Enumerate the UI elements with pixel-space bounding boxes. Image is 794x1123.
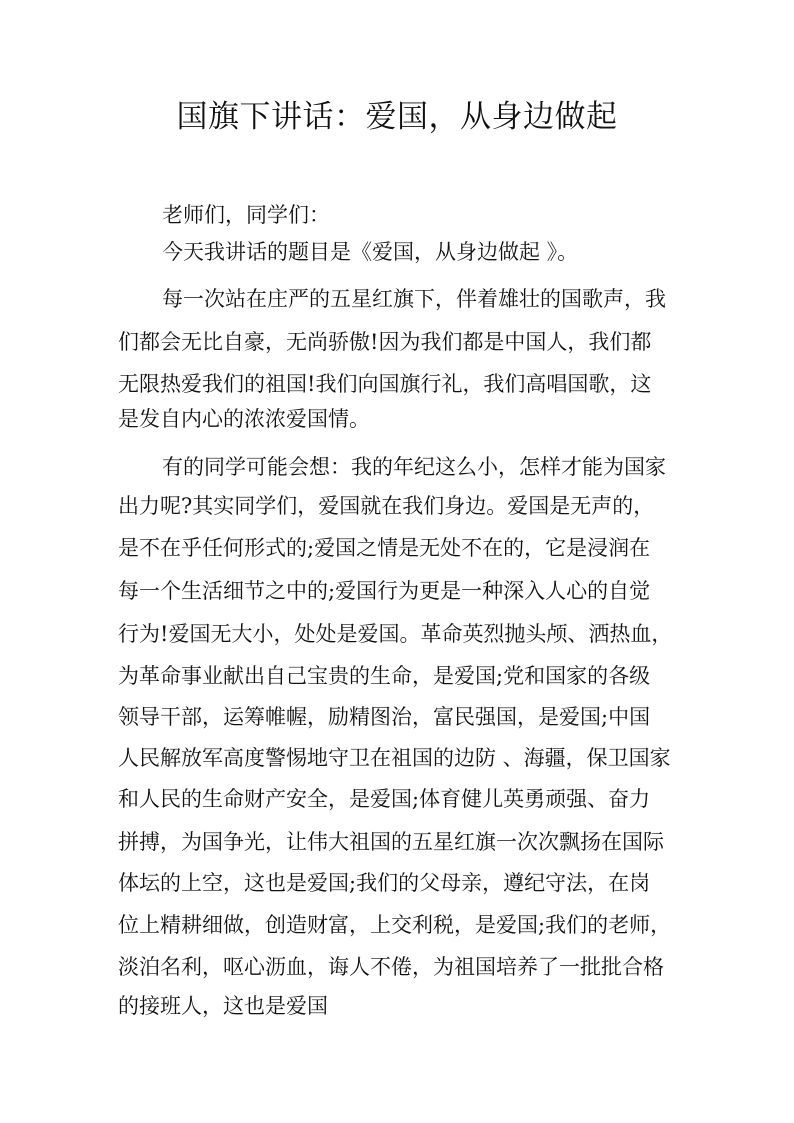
paragraph-2-line-6: 为革命事业献出自己宝贵的生命，是爱国;党和国家的各级: [118, 664, 651, 688]
paragraph-2-line-3: 是不在乎任何形式的;爱国之情是无处不在的，它是浸润在: [118, 536, 651, 560]
salutation-line: 老师们，同学们：: [162, 203, 330, 227]
page-title: 国旗下讲话：爱国，从身边做起: [176, 99, 618, 135]
paragraph-2-line-14: 的接班人，这也是爱国: [118, 994, 328, 1018]
paragraph-2-line-2: 出力呢?其实同学们，爱国就在我们身边。爱国是无声的，: [118, 494, 655, 518]
paragraph-1-line-2: 们都会无比自豪，无尚骄傲!因为我们都是中国人，我们都: [118, 330, 652, 354]
paragraph-2-line-1: 有的同学可能会想：我的年纪这么小，怎样才能为国家: [162, 455, 666, 479]
paragraph-2-line-4: 每一个生活细节之中的;爱国行为更是一种深入人心的自觉: [118, 579, 651, 603]
paragraph-2-line-11: 体坛的上空，这也是爱国;我们的父母亲，遵纪守法，在岗: [118, 871, 651, 895]
paragraph-2-line-12: 位上精耕细做，创造财富，上交利税，是爱国;我们的老师，: [118, 913, 672, 937]
paragraph-2-line-7: 领导干部，运筹帷幄，励精图治，富民强国，是爱国;中国: [118, 705, 651, 729]
paragraph-2-line-5: 行为!爱国无大小，处处是爱国。革命英烈抛头颅、洒热血，: [118, 622, 673, 646]
paragraph-1-line-3: 无限热爱我们的祖国!我们向国旗行礼，我们高唱国歌，这: [118, 372, 652, 396]
paragraph-2-line-10: 拼搏，为国争光，让伟大祖国的五星红旗一次次飘扬在国际: [118, 830, 664, 854]
paragraph-1-line-1: 每一次站在庄严的五星红旗下，伴着雄壮的国歌声，我: [162, 287, 666, 311]
paragraph-2-line-13: 淡泊名利，呕心沥血，诲人不倦，为祖国培养了一批批合格: [118, 955, 664, 979]
paragraph-2-line-9: 和人民的生命财产安全，是爱国;体育健儿英勇顽强、奋力: [118, 787, 651, 811]
paragraph-2-line-8: 人民解放军高度警惕地守卫在祖国的边防 、海疆，保卫国家: [118, 746, 671, 770]
paragraph-1-line-4: 是发自内心的浓浓爱国情。: [118, 407, 370, 431]
topic-line: 今天我讲话的题目是《爱国，从身边做起 》。: [162, 240, 579, 264]
